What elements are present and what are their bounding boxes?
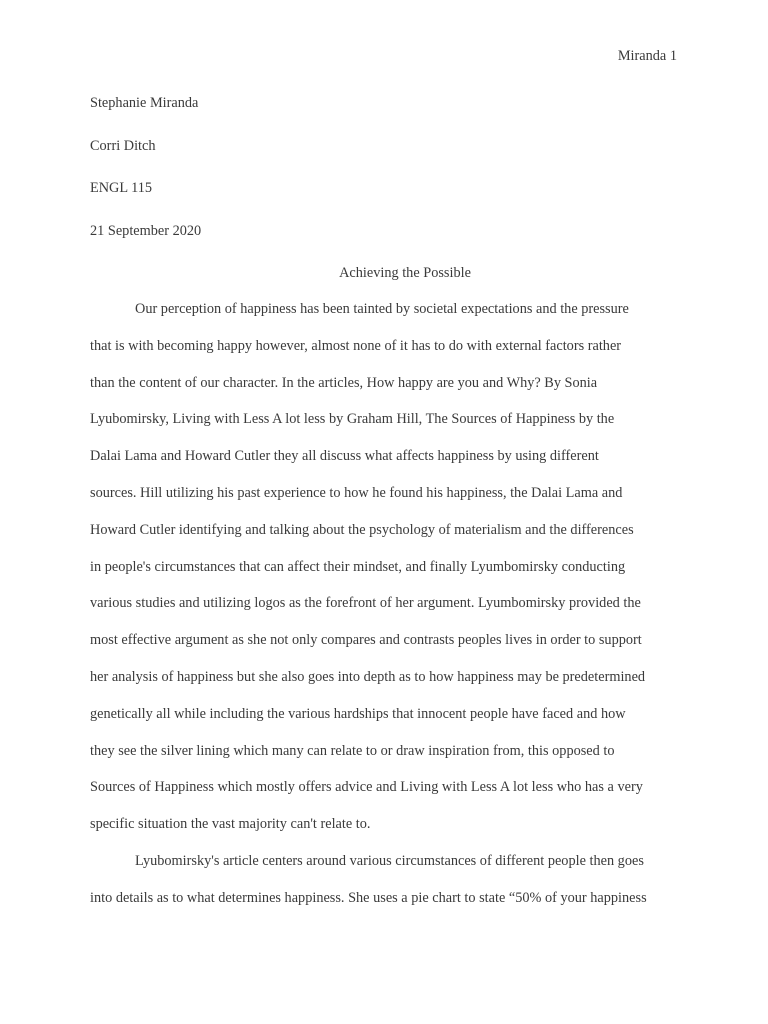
- body-line: into details as to what determines happiness. She uses a pie chart to state “50% of your happiness: [90, 889, 647, 906]
- body-line: Dalai Lama and Howard Cutler they all discuss what affects happiness by using different: [90, 448, 599, 465]
- body-line: Howard Cutler identifying and talking about the psychology of materialism and the differences: [90, 521, 634, 538]
- date: 21 September 2020: [90, 222, 202, 239]
- student-name: Stephanie Miranda: [90, 95, 199, 111]
- body-line: Lyubomirsky's article centers around various circumstances of different people then goes: [135, 852, 644, 869]
- body-line: various studies and utilizing logos as the forefront of her argument. Lyumbomirsky provided the: [90, 595, 641, 612]
- body-line: specific situation the vast majority can't relate to.: [90, 816, 371, 833]
- body-line: than the content of our character. In the articles, How happy are you and Why? By Sonia: [90, 374, 598, 391]
- body-line: her analysis of happiness but she also goes into depth as to how happiness may be predetermined: [90, 668, 646, 685]
- body-line: genetically all while including the various hardships that innocent people have faced and how: [90, 705, 626, 722]
- body-line: they see the silver lining which many can relate to or draw inspiration from, this opposed to: [90, 742, 615, 759]
- body-line: Lyubomirsky, Living with Less A lot less by Graham Hill, The Sources of Happiness by the: [90, 411, 615, 428]
- essay-body: [90, 299, 690, 925]
- running-head: Miranda 1: [617, 48, 677, 64]
- course-name: ENGL 115: [90, 180, 153, 196]
- body-line: sources. Hill utilizing his past experience to how he found his happiness, the Dalai Lama and: [90, 484, 623, 501]
- body-line: that is with becoming happy however, almost none of it has to do with external factors rather: [90, 337, 622, 354]
- body-line: most effective argument as she not only compares and contrasts peoples lives in order to support: [90, 632, 642, 649]
- mla-heading: [90, 93, 680, 263]
- body-line: Our perception of happiness has been tainted by societal expectations and the pressure: [135, 301, 629, 317]
- body-line: Sources of Happiness which mostly offers advice and Living with Less A lot less who has a very: [90, 779, 643, 796]
- instructor-name: Corri Ditch: [90, 137, 156, 154]
- body-line: in people's circumstances that can affect their mindset, and finally Lyumbomirsky conducting: [90, 558, 626, 575]
- essay-title: Achieving the Possible: [339, 265, 471, 281]
